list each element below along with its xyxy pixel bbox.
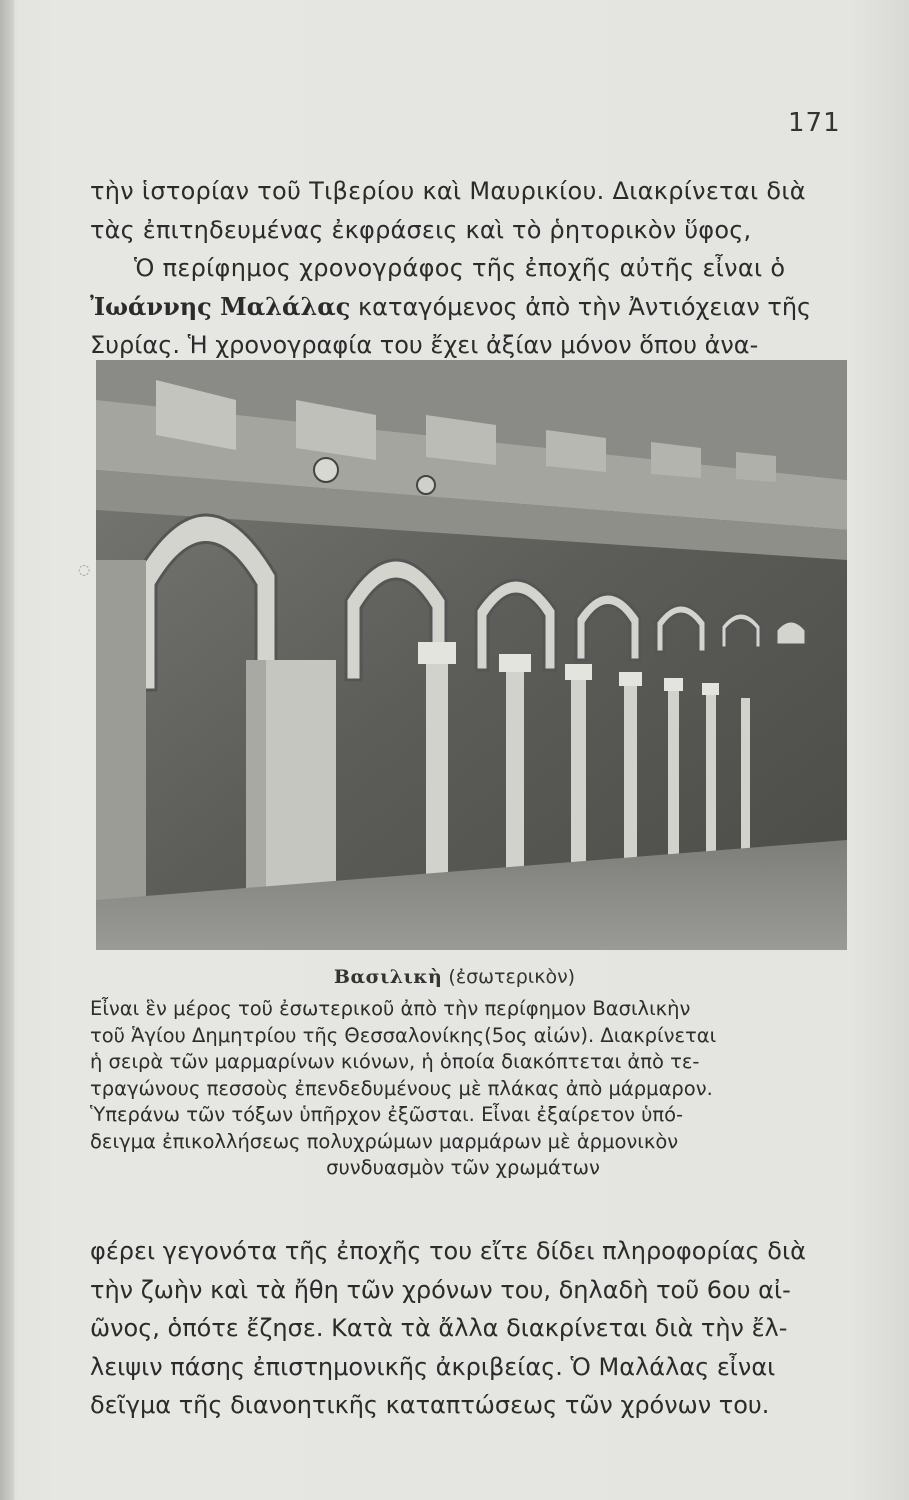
caption-line: Εἶναι ἓν μέρος τοῦ ἐσωτερικοῦ ἀπὸ τὴν περίφημον Βασιλικὴν [90,997,691,1020]
figure-caption-body [90,996,836,1182]
bottom-paragraph [90,1232,836,1425]
binding-edge [0,0,14,1500]
text-line: Συρίας. Ἡ χρονογραφία του ἔχει ἀξίαν μόνον ὅπου ἀνα- [90,331,759,359]
caption-subtitle: (ἐσωτερικὸν) [448,966,576,988]
author-name: Ἰωάννης Μαλάλας [90,291,351,321]
text-line: τὴν ἱστορίαν τοῦ Τιβερίου καὶ Μαυρικίου. Διακρίνεται διὰ [90,177,806,205]
margin-hole-mark: ◌ [78,562,91,578]
caption-line: συνδυασμὸν τῶν χρωμάτων [326,1156,600,1179]
caption-line: τοῦ Ἁγίου Δημητρίου τῆς Θεσσαλονίκης(5ος αἰών). Διακρίνεται [90,1023,717,1047]
text-line: φέρει γεγονότα τῆς ἐποχῆς του εἴτε δίδει πληροφορίας διὰ [90,1237,806,1265]
caption-line: ἡ σειρὰ τῶν μαρμαρίνων κιόνων, ἡ ὁποία διακόπτεται ἀπὸ τε- [90,1050,700,1073]
text-line: ῶνος, ὁπότε ἔζησε. Κατὰ τὰ ἄλλα διακρίνεται διὰ τὴν ἔλ- [90,1314,788,1342]
text-line: Ὁ περίφημος χρονογράφος τῆς ἐποχῆς αὐτῆς εἶναι ὁ [134,254,786,282]
caption-title: Βασιλικὴ [333,966,443,988]
text-line: τὴν ζωὴν καὶ τὰ ἤθη τῶν χρόνων του, δηλαδὴ τοῦ 6ου αἰ- [90,1275,791,1304]
figure-caption-title [0,966,909,988]
text-line: δεῖγμα τῆς διανοητικῆς καταπτώσεως τῶν χρόνων του. [90,1391,770,1419]
caption-line: τραγώνους πεσσοὺς ἐπενδεδυμένους μὲ πλάκας ἀπὸ μάρμαρον. [90,1076,713,1100]
text-line-rest: καταγόμενος ἀπὸ τὴν Ἀντιόχειαν τῆς [358,292,812,321]
text-line: τὰς ἐπιτηδευμένας ἐκφράσεις καὶ τὸ ῥητορικὸν ὕφος, [90,215,752,244]
text-line [90,288,836,327]
top-paragraph [90,172,836,365]
text-line: λειψιν πάσης ἐπιστημονικῆς ἀκριβείας. Ὁ Μαλάλας εἶναι [90,1352,776,1381]
caption-line: δειγμα ἐπικολλήσεως πολυχρώμων μαρμάρων μὲ ἁρμονικὸν [90,1129,679,1153]
basilica-photograph [96,360,847,950]
page-number: 171 [788,108,841,138]
caption-line: Ὑπεράνω τῶν τόξων ὑπῆρχον ἐξῶσται. Εἶναι ἐξαίρετον ὑπό- [90,1103,684,1126]
